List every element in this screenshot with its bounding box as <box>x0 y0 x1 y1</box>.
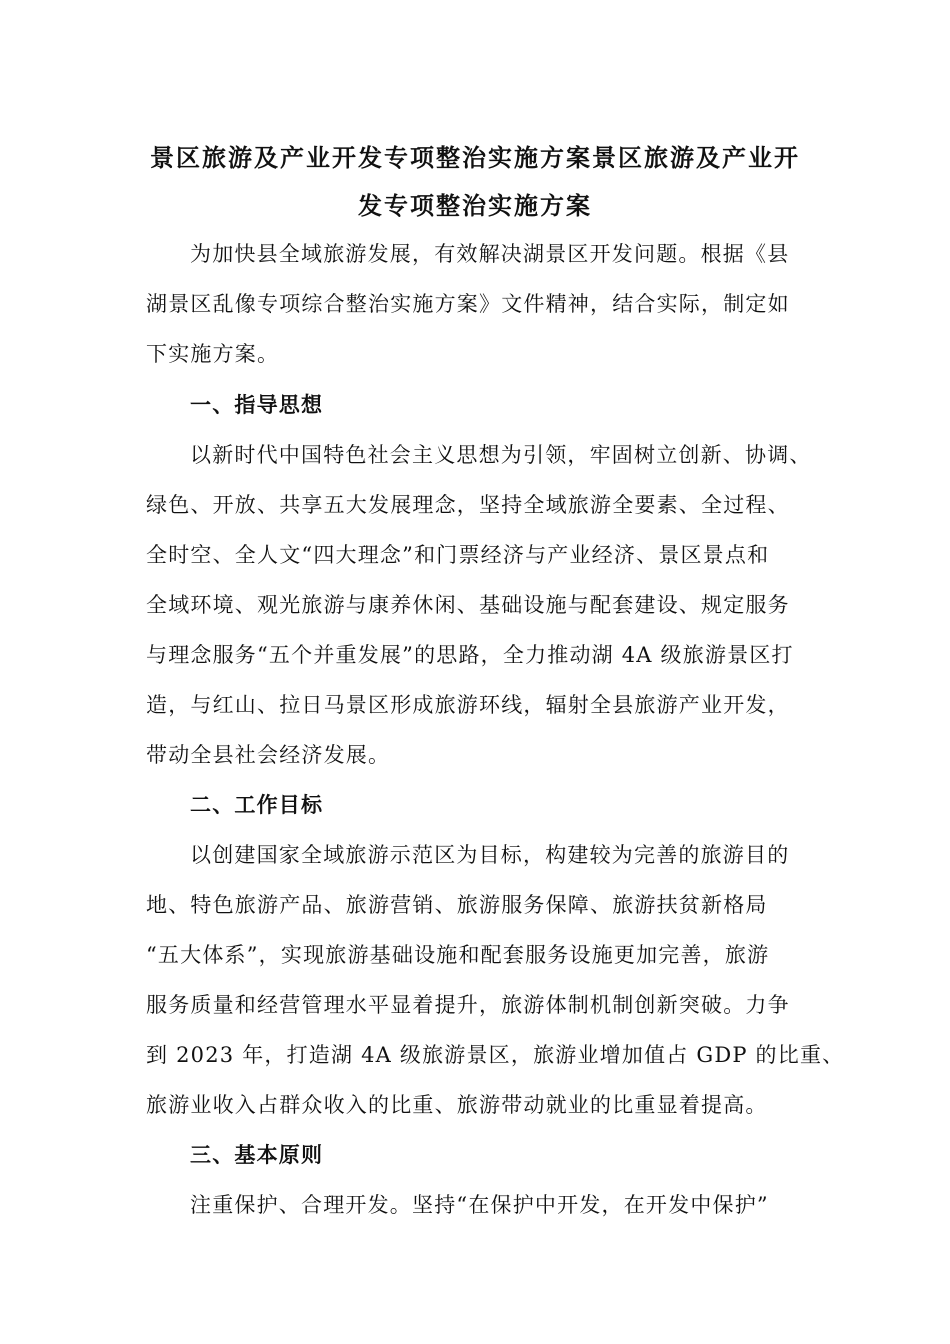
section-heading-basic-principles: 三、基本原则 <box>190 1142 324 1167</box>
section1-line-3: 全时空、全人文“四大理念”和门票经济与产业经济、景区景点和 <box>146 543 770 567</box>
document-title-line-2: 发专项整治实施方案 <box>358 191 592 220</box>
section3-line-1: 注重保护、合理开发。坚持“在保护中开发，在开发中保护” <box>190 1193 769 1217</box>
section-heading-work-goals: 二、工作目标 <box>190 792 324 817</box>
intro-line-3: 下实施方案。 <box>146 342 280 366</box>
section1-line-5: 与理念服务“五个并重发展”的思路，全力推动湖 4A 级旅游景区打 <box>146 643 794 667</box>
section1-line-2: 绿色、开放、共享五大发展理念，坚持全域旅游全要素、全过程、 <box>146 493 790 517</box>
section2-line-5: 到 2023 年，打造湖 4A 级旅游景区，旅游业增加值占 GDP 的比重、 <box>146 1043 845 1067</box>
section1-line-1: 以新时代中国特色社会主义思想为引领，牢固树立创新、协调、 <box>190 443 812 467</box>
intro-line-1: 为加快县全域旅游发展，有效解决湖景区开发问题。根据《县 <box>190 242 790 266</box>
section2-line-1: 以创建国家全域旅游示范区为目标，构建较为完善的旅游目的 <box>190 843 790 867</box>
section2-line-6: 旅游业收入占群众收入的比重、旅游带动就业的比重显着提高。 <box>146 1093 768 1117</box>
section2-line-2: 地、特色旅游产品、旅游营销、旅游服务保障、旅游扶贫新格局 <box>146 893 768 917</box>
section-heading-guiding-ideology: 一、指导思想 <box>190 392 324 417</box>
intro-line-2: 湖景区乱像专项综合整治实施方案》文件精神，结合实际，制定如 <box>146 292 790 316</box>
document-title-line-1: 景区旅游及产业开发专项整治实施方案景区旅游及产业开 <box>150 143 800 172</box>
section1-line-7: 带动全县社会经济发展。 <box>146 743 391 767</box>
section2-line-3: “五大体系”，实现旅游基础设施和配套服务设施更加完善，旅游 <box>146 943 770 967</box>
section2-line-4: 服务质量和经营管理水平显着提升，旅游体制机制创新突破。力争 <box>146 993 790 1017</box>
section1-line-6: 造，与红山、拉日马景区形成旅游环线，辐射全县旅游产业开发， <box>146 693 790 717</box>
section1-line-4: 全域环境、观光旅游与康养休闲、基础设施与配套建设、规定服务 <box>146 593 790 617</box>
